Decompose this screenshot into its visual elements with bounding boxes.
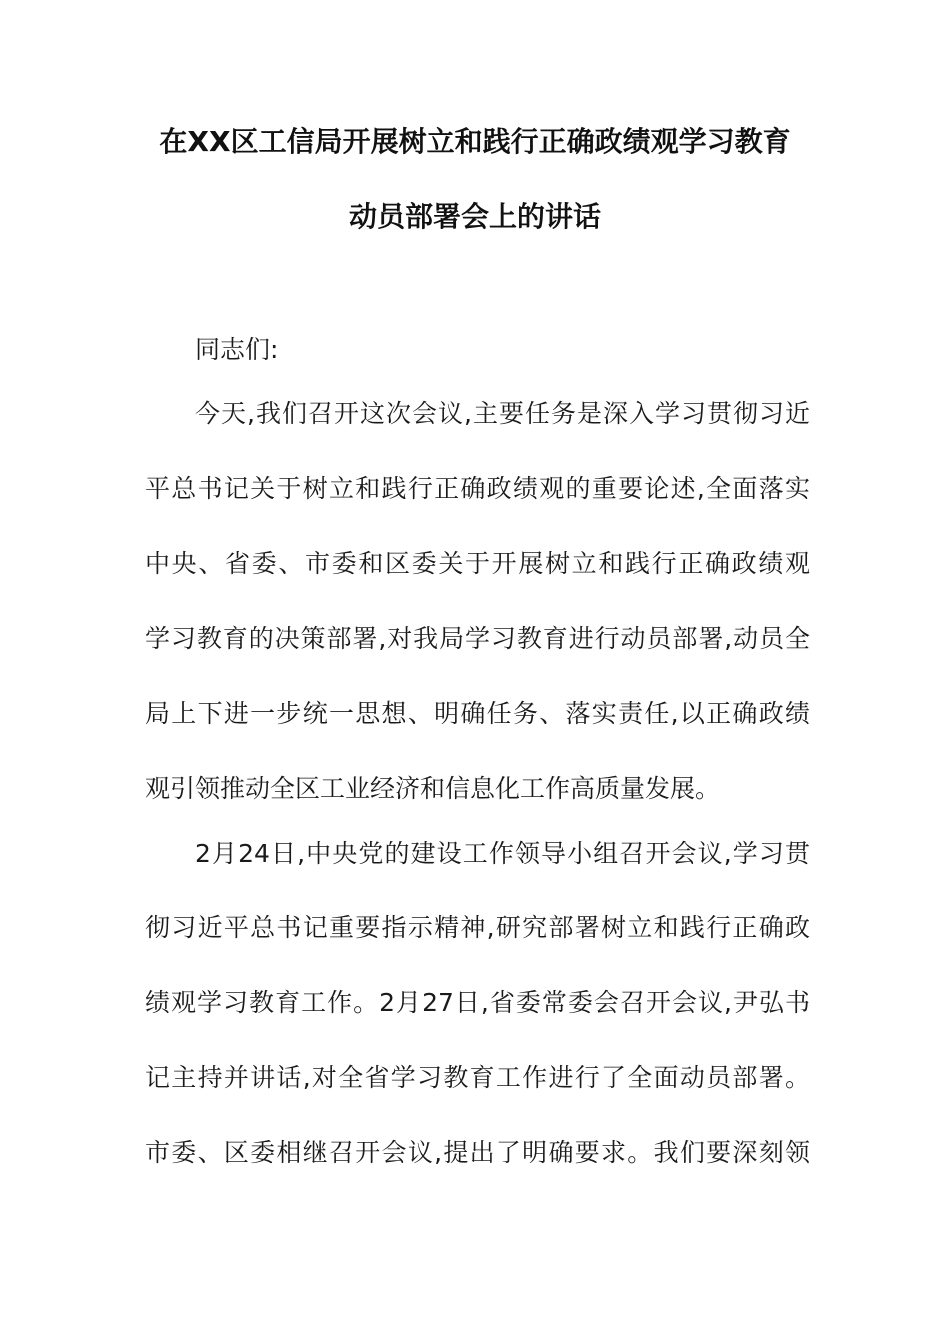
paragraph-1-line-6: 观引领推动全区工业经济和信息化工作高质量发展。 — [145, 774, 721, 803]
paragraph-1-line-2: 平总书记关于树立和践行正确政绩观的重要论述,全面落实 — [145, 474, 810, 503]
salutation: 同志们: — [195, 335, 279, 364]
paragraph-1-line-4: 学习教育的决策部署,对我局学习教育进行动员部署,动员全 — [145, 624, 810, 653]
paragraph-2-line-1: 2月24日,中央党的建设工作领导小组召开会议,学习贯 — [195, 839, 810, 868]
paragraph-1-line-1: 今天,我们召开这次会议,主要任务是深入学习贯彻习近 — [195, 399, 810, 428]
title-line-1: 在XX区工信局开展树立和践行正确政绩观学习教育 — [159, 125, 791, 158]
title-line-2: 动员部署会上的讲话 — [348, 200, 601, 233]
paragraph-2-line-3: 绩观学习教育工作。2月27日,省委常委会召开会议,尹弘书 — [145, 988, 810, 1017]
paragraph-1-line-3: 中央、省委、市委和区委关于开展树立和践行正确政绩观 — [145, 549, 810, 578]
paragraph-2-line-5: 市委、区委相继召开会议,提出了明确要求。我们要深刻领 — [145, 1138, 810, 1167]
paragraph-2-line-2: 彻习近平总书记重要指示精神,研究部署树立和践行正确政 — [145, 913, 810, 942]
paragraph-1-line-5: 局上下进一步统一思想、明确任务、落实责任,以正确政绩 — [145, 699, 810, 728]
paragraph-2-line-4: 记主持并讲话,对全省学习教育工作进行了全面动员部署。 — [145, 1063, 810, 1092]
